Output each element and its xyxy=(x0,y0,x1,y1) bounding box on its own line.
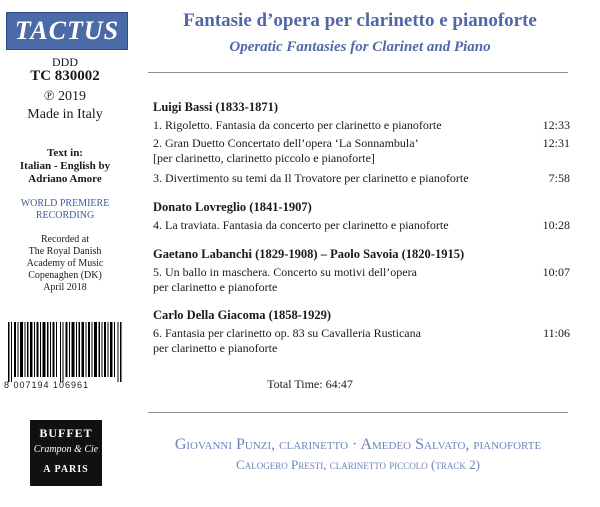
catalog-number: TC 830002 xyxy=(30,68,100,84)
album-title-english: Operatic Fantasies for Clarinet and Piano xyxy=(229,39,491,55)
album-title-italian: Fantasie d’opera per clarinetto e pianoforte xyxy=(183,10,537,31)
premiere-line-1: WORLD PREMIERE xyxy=(20,198,110,209)
premiere-line-2: RECORDING xyxy=(35,210,95,221)
track-duration: 7:58 xyxy=(548,171,570,185)
tactus-logo xyxy=(6,12,128,50)
track-duration: 12:33 xyxy=(542,118,570,132)
track-title: 4. La traviata. Fantasia da concerto per clarinetto e pianoforte xyxy=(153,218,449,232)
track-row xyxy=(153,118,570,133)
track-row xyxy=(153,326,570,356)
text-in-label: Text in: xyxy=(47,147,83,159)
composer-heading: Gaetano Labanchi (1829-1908) – Paolo Savoia (1820-1915) xyxy=(153,247,465,261)
track-row xyxy=(153,136,570,166)
top-divider xyxy=(148,72,568,73)
track-title: 3. Divertimento su temi da Il Trovatore per clarinetto e pianoforte xyxy=(153,171,469,185)
recording-line-2: The Royal Danish xyxy=(28,246,102,257)
track-row xyxy=(153,265,570,295)
track-title: 5. Un ballo in maschera. Concerto su motivi dell’opera xyxy=(153,265,417,279)
total-time: Total Time: 64:47 xyxy=(267,377,353,391)
text-languages: Italian - English by xyxy=(19,160,111,172)
recording-info xyxy=(0,234,130,294)
barcode xyxy=(8,322,122,382)
copyright-year: ℗ 2019 xyxy=(43,89,87,104)
recording-line-5: April 2018 xyxy=(43,282,87,293)
composer-heading: Donato Lovreglio (1841-1907) xyxy=(153,200,312,214)
composer-heading: Luigi Bassi (1833-1871) xyxy=(153,100,279,114)
track-row xyxy=(153,171,570,186)
buffet-line-1: BUFFET xyxy=(39,426,93,440)
bottom-divider xyxy=(148,412,568,413)
track-duration: 10:07 xyxy=(542,265,570,279)
buffet-line-3: A PARIS xyxy=(43,464,89,475)
barcode-number: 8 007194 106961 xyxy=(4,380,90,390)
track-title-continued: per clarinetto e pianoforte xyxy=(153,280,278,294)
performers-main: Giovanni Punzi, clarinetto · Amedeo Salvato, pianoforte xyxy=(174,436,542,453)
text-credits xyxy=(0,147,130,186)
recording-line-1: Recorded at xyxy=(40,234,90,245)
recording-line-3: Academy of Music xyxy=(26,258,104,269)
premiere-badge xyxy=(0,198,130,222)
logo-text: TACTUS xyxy=(14,16,120,45)
composer-heading: Carlo Della Giacoma (1858-1929) xyxy=(153,308,332,322)
origin-label: Made in Italy xyxy=(27,107,103,122)
track-duration: 10:28 xyxy=(542,218,570,232)
performers-guest: Calogero Presti, clarinetto piccolo (track 2) xyxy=(236,457,480,472)
buffet-line-2: Crampon & Cie xyxy=(33,444,99,455)
text-author: Adriano Amore xyxy=(28,173,102,185)
track-title: 2. Gran Duetto Concertato dell’opera ‘La Sonnambula’ xyxy=(153,136,419,150)
track-title: 1. Rigoletto. Fantasia da concerto per clarinetto e pianoforte xyxy=(153,118,442,132)
track-row xyxy=(153,218,570,233)
track-duration: 11:06 xyxy=(543,326,570,340)
format-label: DDD xyxy=(52,55,78,69)
buffet-crampon-logo xyxy=(30,420,102,486)
recording-line-4: Copenaghen (DK) xyxy=(28,270,102,281)
track-title-continued: per clarinetto e pianoforte xyxy=(153,341,278,355)
track-duration: 12:31 xyxy=(542,136,570,150)
track-title: 6. Fantasia per clarinetto op. 83 su Cavalleria Rusticana xyxy=(153,326,421,340)
track-title-continued: [per clarinetto, clarinetto piccolo e pianoforte] xyxy=(153,151,375,165)
